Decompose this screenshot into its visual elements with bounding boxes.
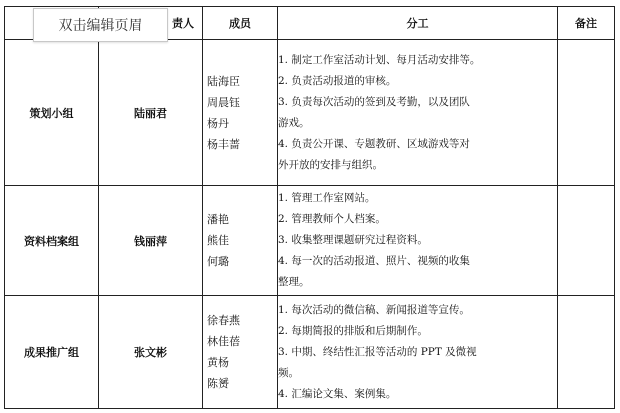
members-cell <box>203 296 278 409</box>
member-name: 徐春燕 <box>207 314 240 327</box>
header-lead-text: 责人 <box>172 17 194 30</box>
duty-line: 4. 每一次的活动报道、照片、视频的收集 <box>278 255 470 267</box>
member-name: 陈赟 <box>207 377 229 390</box>
duty-line: 1. 制定工作室活动计划、每月活动安排等。 <box>278 53 481 66</box>
duty-line: 3. 负责每次活动的签到及考勤，以及团队 <box>278 95 470 108</box>
duty-line: 游戏。 <box>278 116 310 129</box>
member-name: 熊佳 <box>207 234 229 247</box>
notes-cell <box>558 186 615 296</box>
duty-line: 2. 管理教师个人档案。 <box>278 213 386 225</box>
group-name: 资料档案组 <box>5 186 99 296</box>
table-row <box>5 296 615 409</box>
members-cell <box>203 186 278 296</box>
duties-cell <box>278 296 558 409</box>
header-members: 成员 <box>203 7 278 40</box>
notes-cell <box>558 40 615 186</box>
member-name: 周晨钰 <box>207 95 240 109</box>
duty-line: 4. 汇编论文集、案例集。 <box>278 387 397 400</box>
member-name: 杨丰蔷 <box>207 137 240 151</box>
table-row <box>5 40 615 186</box>
group-name: 策划小组 <box>5 40 99 186</box>
group-name: 成果推广组 <box>5 296 99 409</box>
edit-header-button[interactable]: 双击编辑页眉 <box>33 8 168 42</box>
duties-cell <box>278 40 558 186</box>
member-name: 杨丹 <box>207 116 229 130</box>
lead-name: 钱丽萍 <box>99 186 203 296</box>
duty-line: 外开放的安排与组织。 <box>278 158 383 171</box>
duty-line: 3. 中期、终结性汇报等活动的 PPT 及微视 <box>278 345 477 358</box>
duties-cell <box>278 186 558 296</box>
notes-cell <box>558 296 615 409</box>
duty-line: 整理。 <box>278 276 310 288</box>
duty-line: 1. 管理工作室网站。 <box>278 192 376 204</box>
duty-line: 1. 每次活动的微信稿、新闻报道等宣传。 <box>278 303 470 316</box>
members-cell <box>203 40 278 186</box>
member-name: 何璐 <box>207 255 229 268</box>
member-name: 黄杨 <box>207 356 229 369</box>
member-name: 林佳蓓 <box>207 335 240 348</box>
duty-line: 4. 负责公开课、专题教研、区域游戏等对 <box>278 137 470 150</box>
member-name: 陆海臣 <box>207 74 240 88</box>
header-duties: 分工 <box>278 7 558 40</box>
header-notes: 备注 <box>558 7 615 40</box>
duty-line: 3. 收集整理课题研究过程资料。 <box>278 234 428 246</box>
member-name: 潘艳 <box>207 213 229 226</box>
lead-name: 张文彬 <box>99 296 203 409</box>
duty-line: 频。 <box>278 366 299 379</box>
duty-line: 2. 每期简报的排版和后期制作。 <box>278 324 428 337</box>
work-division-table <box>4 6 615 409</box>
lead-name: 陆丽君 <box>99 40 203 186</box>
duty-line: 2. 负责活动报道的审核。 <box>278 74 397 87</box>
table-row <box>5 186 615 296</box>
